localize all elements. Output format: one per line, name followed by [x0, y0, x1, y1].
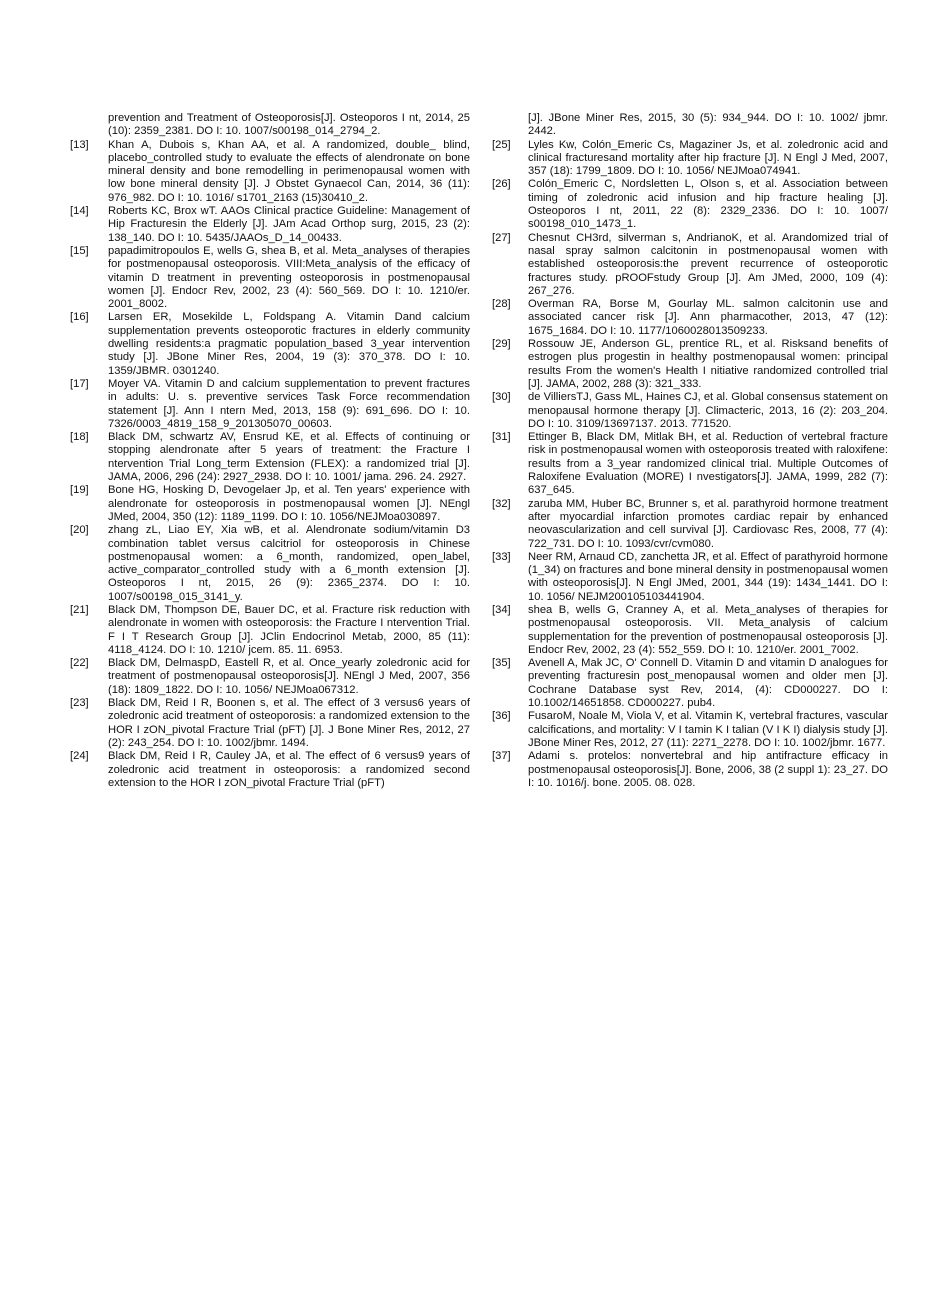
reference-text: Black DM, Reid I R, Boonen s, et al. The effect of 3 versus6 years of zoledronic acid treatment of osteoporosis: a randomized extension to the HOR I zON_pivotal Fracture Trial (pFT) [J]. J Bone Miner Res, 2012, 27 (2): 243_254. DO I: 10. 1002/jbmr. 1494. [108, 697, 470, 749]
reference-number: [17] [70, 377, 89, 390]
reference-entry [492, 338, 888, 391]
reference-text: Black DM, DelmaspD, Eastell R, et al. Once_yearly zoledronic acid for treatment of postmenopausal osteoporosis[J]. NEngl J Med, 2007, 356 (18): 1809_1822. DO I: 10. 1056/ NEJMoa067312. [108, 657, 470, 696]
reference-number: [20] [70, 524, 89, 537]
reference-text: prevention and Treatment of Osteoporosis[J]. Osteoporos I nt, 2014, 25 (10): 2359_2381. DO I: 10. 1007/s00198_014_2794_2. [108, 112, 470, 138]
reference-entry [70, 245, 470, 311]
reference-entry [70, 205, 470, 245]
reference-number: [30] [492, 391, 511, 404]
reference-entry [70, 484, 470, 524]
reference-text: Khan A, Dubois s, Khan AA, et al. A randomized, double_ blind, placebo_controlled study to evaluate the effects of alendronate on bone mineral density and bone remodelling in perimenopausal women with low bone mineral density [J]. J Obstet Gynaecol Can, 2014, 36 (11): 976_982. DO I: 10. 1016/ s1701_2163 (15)30410_2. [108, 138, 470, 204]
reference-text: de VilliersTJ, Gass ML, Haines CJ, et al. Global consensus statement on menopausal hormone therapy [J]. Climacteric, 2013, 16 (2): 203_204. DO I: 10. 3109/13697137. 2013. 771520. [528, 391, 888, 430]
reference-number: [23] [70, 697, 89, 710]
reference-entry [492, 431, 888, 497]
reference-text: [J]. JBone Miner Res, 2015, 30 (5): 934_944. DO I: 10. 1002/ jbmr. 2442. [528, 112, 888, 138]
reference-text: FusaroM, Noale M, Viola V, et al. Vitamin K, vertebral fractures, vascular calcifications, and mortality: V I tamin K I talian (V I K I) dialysis study [J]. JBone Miner Res, 2012, 27 (11): 2271_2278. DO I: 10. 1002/jbmr. 1677. [528, 710, 888, 749]
reference-continuation [70, 112, 470, 139]
reference-text: Overman RA, Borse M, Gourlay ML. salmon calcitonin use and associated cancer risk [J]. Ann pharmacother, 2013, 47 (12): 1675_1684. DO I: 10. 1177/1060028013509233. [528, 298, 888, 337]
reference-text: papadimitropoulos E, wells G, shea B, et al. Meta_analyses of therapies for postmenopausal osteoporosis. VIII:Meta_analysis of the efficacy of vitamin D treatment in preventing osteoporosis in postmenopausal women [J]. Endocr Rev, 2002, 23 (4): 560_569. DO I: 10. 1210/er. 2001_8002. [108, 244, 470, 311]
reference-text: Rossouw JE, Anderson GL, prentice RL, et al. Risksand benefits of estrogen plus progestin in healthy postmenopausal women: principal results From the women's Health I nitiative randomized controlled trial [J]. JAMA, 2002, 288 (3): 321_333. [528, 338, 888, 390]
reference-entry [70, 431, 470, 484]
reference-number: [24] [70, 750, 89, 763]
reference-number: [14] [70, 205, 89, 218]
reference-number: [25] [492, 138, 511, 151]
reference-text: Black DM, schwartz AV, Ensrud KE, et al. Effects of continuing or stopping alendronate after 5 years of treatment: the Fracture I ntervention Trial Long_term Extension (FLEX): a randomized trial [J]. JAMA, 2006, 296 (24): 2927_2938. DO I: 10. 1001/ jama. 296. 24. 2927. [108, 431, 470, 484]
reference-entry [70, 524, 470, 604]
reference-column-right [492, 112, 888, 790]
reference-entry [492, 498, 888, 551]
reference-entry [492, 391, 888, 431]
reference-entry [492, 178, 888, 231]
reference-entry [70, 604, 470, 657]
reference-number: [22] [70, 657, 89, 670]
reference-number: [18] [70, 431, 89, 444]
reference-text: Avenell A, Mak JC, O' Connell D. Vitamin D and vitamin D analogues for preventing fracturesin post_menopausal women and older men [J]. Cochrane Database syst Rev, 2014, (4): CD000227. DO I: 10.1002/14651858. CD000227. pub4. [528, 657, 888, 710]
reference-number: [34] [492, 603, 511, 616]
reference-text: Moyer VA. Vitamin D and calcium supplementation to prevent fractures in adults: U. s. preventive services Task Force recommendation statement [J]. Ann I ntern Med, 2013, 158 (9): 691_696. DO I: 10. 7326/0003_4819_158_9_201305070_00603. [108, 377, 470, 430]
reference-text: Chesnut CH3rd, silverman s, AndrianoK, et al. Arandomized trial of nasal spray salmon calcitonin in postmenopausal women with established osteoporosis:the prevent recurrence of osteoporotic fractures study. pROOFstudy Group [J]. Am JMed, 2000, 109 (4): 267_276. [528, 231, 888, 297]
reference-text: Lyles Kw, Colón_Emeric Cs, Magaziner Js, et al. zoledronic acid and clinical fracturesand mortality after hip fracture [J]. N Engl J Med, 2007, 357 (18): 1799_1809. DO I: 10. 1056/ NEJMoa074941. [528, 138, 888, 178]
reference-entry [70, 378, 470, 431]
reference-entry [70, 697, 470, 750]
reference-entry [492, 604, 888, 657]
reference-text: Bone HG, Hosking D, Devogelaer Jp, et al. Ten years' experience with alendronate for osteoporosis in postmenopausal women [J]. NEngl JMed, 2004, 350 (12): 1189_1199. DO I: 10. 1056/NEJMoa030897. [108, 484, 470, 523]
reference-entry [70, 750, 470, 790]
reference-entry [492, 750, 888, 790]
reference-number: [32] [492, 497, 511, 510]
reference-entry [492, 657, 888, 710]
reference-text: Black DM, Reid I R, Cauley JA, et al. The effect of 6 versus9 years of zoledronic acid treatment in osteoporosis: a randomized second extension to the HOR I zON_pivotal Fracture Trial (pFT) [108, 750, 470, 789]
reference-number: [36] [492, 710, 511, 723]
reference-number: [27] [492, 231, 511, 244]
reference-entry [492, 139, 888, 179]
reference-number: [35] [492, 657, 511, 670]
reference-text: Adami s. protelos: nonvertebral and hip antifracture efficacy in postmenopausal osteoporosis[J]. Bone, 2006, 38 (2 suppl 1): 23_27. DO I: 10. 1016/j. bone. 2005. 08. 028. [528, 750, 888, 789]
reference-number: [28] [492, 298, 511, 311]
reference-text: zhang zL, Liao EY, Xia wB, et al. Alendronate sodium/vitamin D3 combination tablet versus calcitriol for osteoporosis in Chinese postmenopausal women: a 6_month, randomized, open_label, active_comparator_controlled study with a 6_month extension [J]. Osteoporos I nt, 2015, 26 (9): 2365_2374. DO I: 10. 1007/s00198_015_3141_y. [108, 524, 470, 603]
reference-entry [70, 311, 470, 377]
reference-entry [492, 710, 888, 750]
reference-text: zaruba MM, Huber BC, Brunner s, et al. parathyroid hormone treatment after myocardial infarction promotes cardiac repair by enhanced neovascularization and cell survival [J]. Cardiovasc Res, 2008, 77 (4): 722_731. DO I: 10. 1093/cvr/cvm080. [528, 497, 888, 550]
reference-number: [21] [70, 603, 89, 616]
reference-number: [26] [492, 178, 511, 191]
reference-number: [37] [492, 750, 511, 763]
reference-text: Colón_Emeric C, Nordsletten L, Olson s, et al. Association between timing of zoledronic acid infusion and hip fracture healing [J]. Osteoporos I nt, 2011, 22 (8): 2329_2336. DO I: 10. 1007/ s00198_010_1473_1. [528, 178, 888, 231]
reference-number: [33] [492, 550, 511, 563]
reference-column-left [70, 112, 470, 790]
reference-number: [29] [492, 338, 511, 351]
reference-text: shea B, wells G, Cranney A, et al. Meta_analyses of therapies for postmenopausal osteoporosis. VII. Meta_analysis of calcium supplementation for the prevention of postmenopausal osteoporosis [J]. Endocr Rev, 2002, 23 (4): 552_559. DO I: 10. 1210/er. 2001_7002. [528, 603, 888, 656]
reference-entry [492, 551, 888, 604]
reference-continuation [492, 112, 888, 139]
reference-entry [70, 657, 470, 697]
reference-number: [13] [70, 138, 89, 151]
reference-text: Larsen ER, Mosekilde L, Foldspang A. Vitamin Dand calcium supplementation prevents osteoporotic fractures in elderly community dwelling residents:a pragmatic population_based 3_year intervention study [J]. JBone Miner Res, 2004, 19 (3): 370_378. DO I: 10. 1359/JBMR. 0301240. [108, 311, 470, 377]
reference-text: Ettinger B, Black DM, Mitlak BH, et al. Reduction of vertebral fracture risk in postmenopausal women with osteoporosis treated with raloxifene: results from a 3_year randomized clinical trial. Multiple Outcomes of Raloxifene Evaluation (MORE) I nvestigators[J]. JAMA, 1999, 282 (7): 637_645. [528, 431, 888, 497]
reference-number: [16] [70, 311, 89, 324]
reference-number: [15] [70, 244, 89, 257]
reference-entry [70, 139, 470, 205]
reference-text: Black DM, Thompson DE, Bauer DC, et al. Fracture risk reduction with alendronate in women with osteoporosis: the Fracture I ntervention Trial. F I T Research Group [J]. JClin Endocrinol Metab, 2000, 85 (11): 4118_4124. DO I: 10. 1210/ jcem. 85. 11. 6953. [108, 603, 470, 656]
reference-number: [19] [70, 484, 89, 497]
reference-entry [492, 232, 888, 298]
reference-number: [31] [492, 431, 511, 444]
reference-text: Neer RM, Arnaud CD, zanchetta JR, et al. Effect of parathyroid hormone (1_34) on fractures and bone mineral density in postmenopausal women with osteoporosis[J]. N Engl JMed, 2001, 344 (19): 1434_1441. DO I: 10. 1056/ NEJM200105103441904. [528, 550, 888, 603]
reference-text: Roberts KC, Brox wT. AAOs Clinical practice Guideline: Management of Hip Fracturesin the Elderly [J]. JAm Acad Orthop surg, 2015, 23 (2): 138_140. DO I: 10. 5435/JAAOs_D_14_00433. [108, 205, 470, 244]
reference-entry [492, 298, 888, 338]
